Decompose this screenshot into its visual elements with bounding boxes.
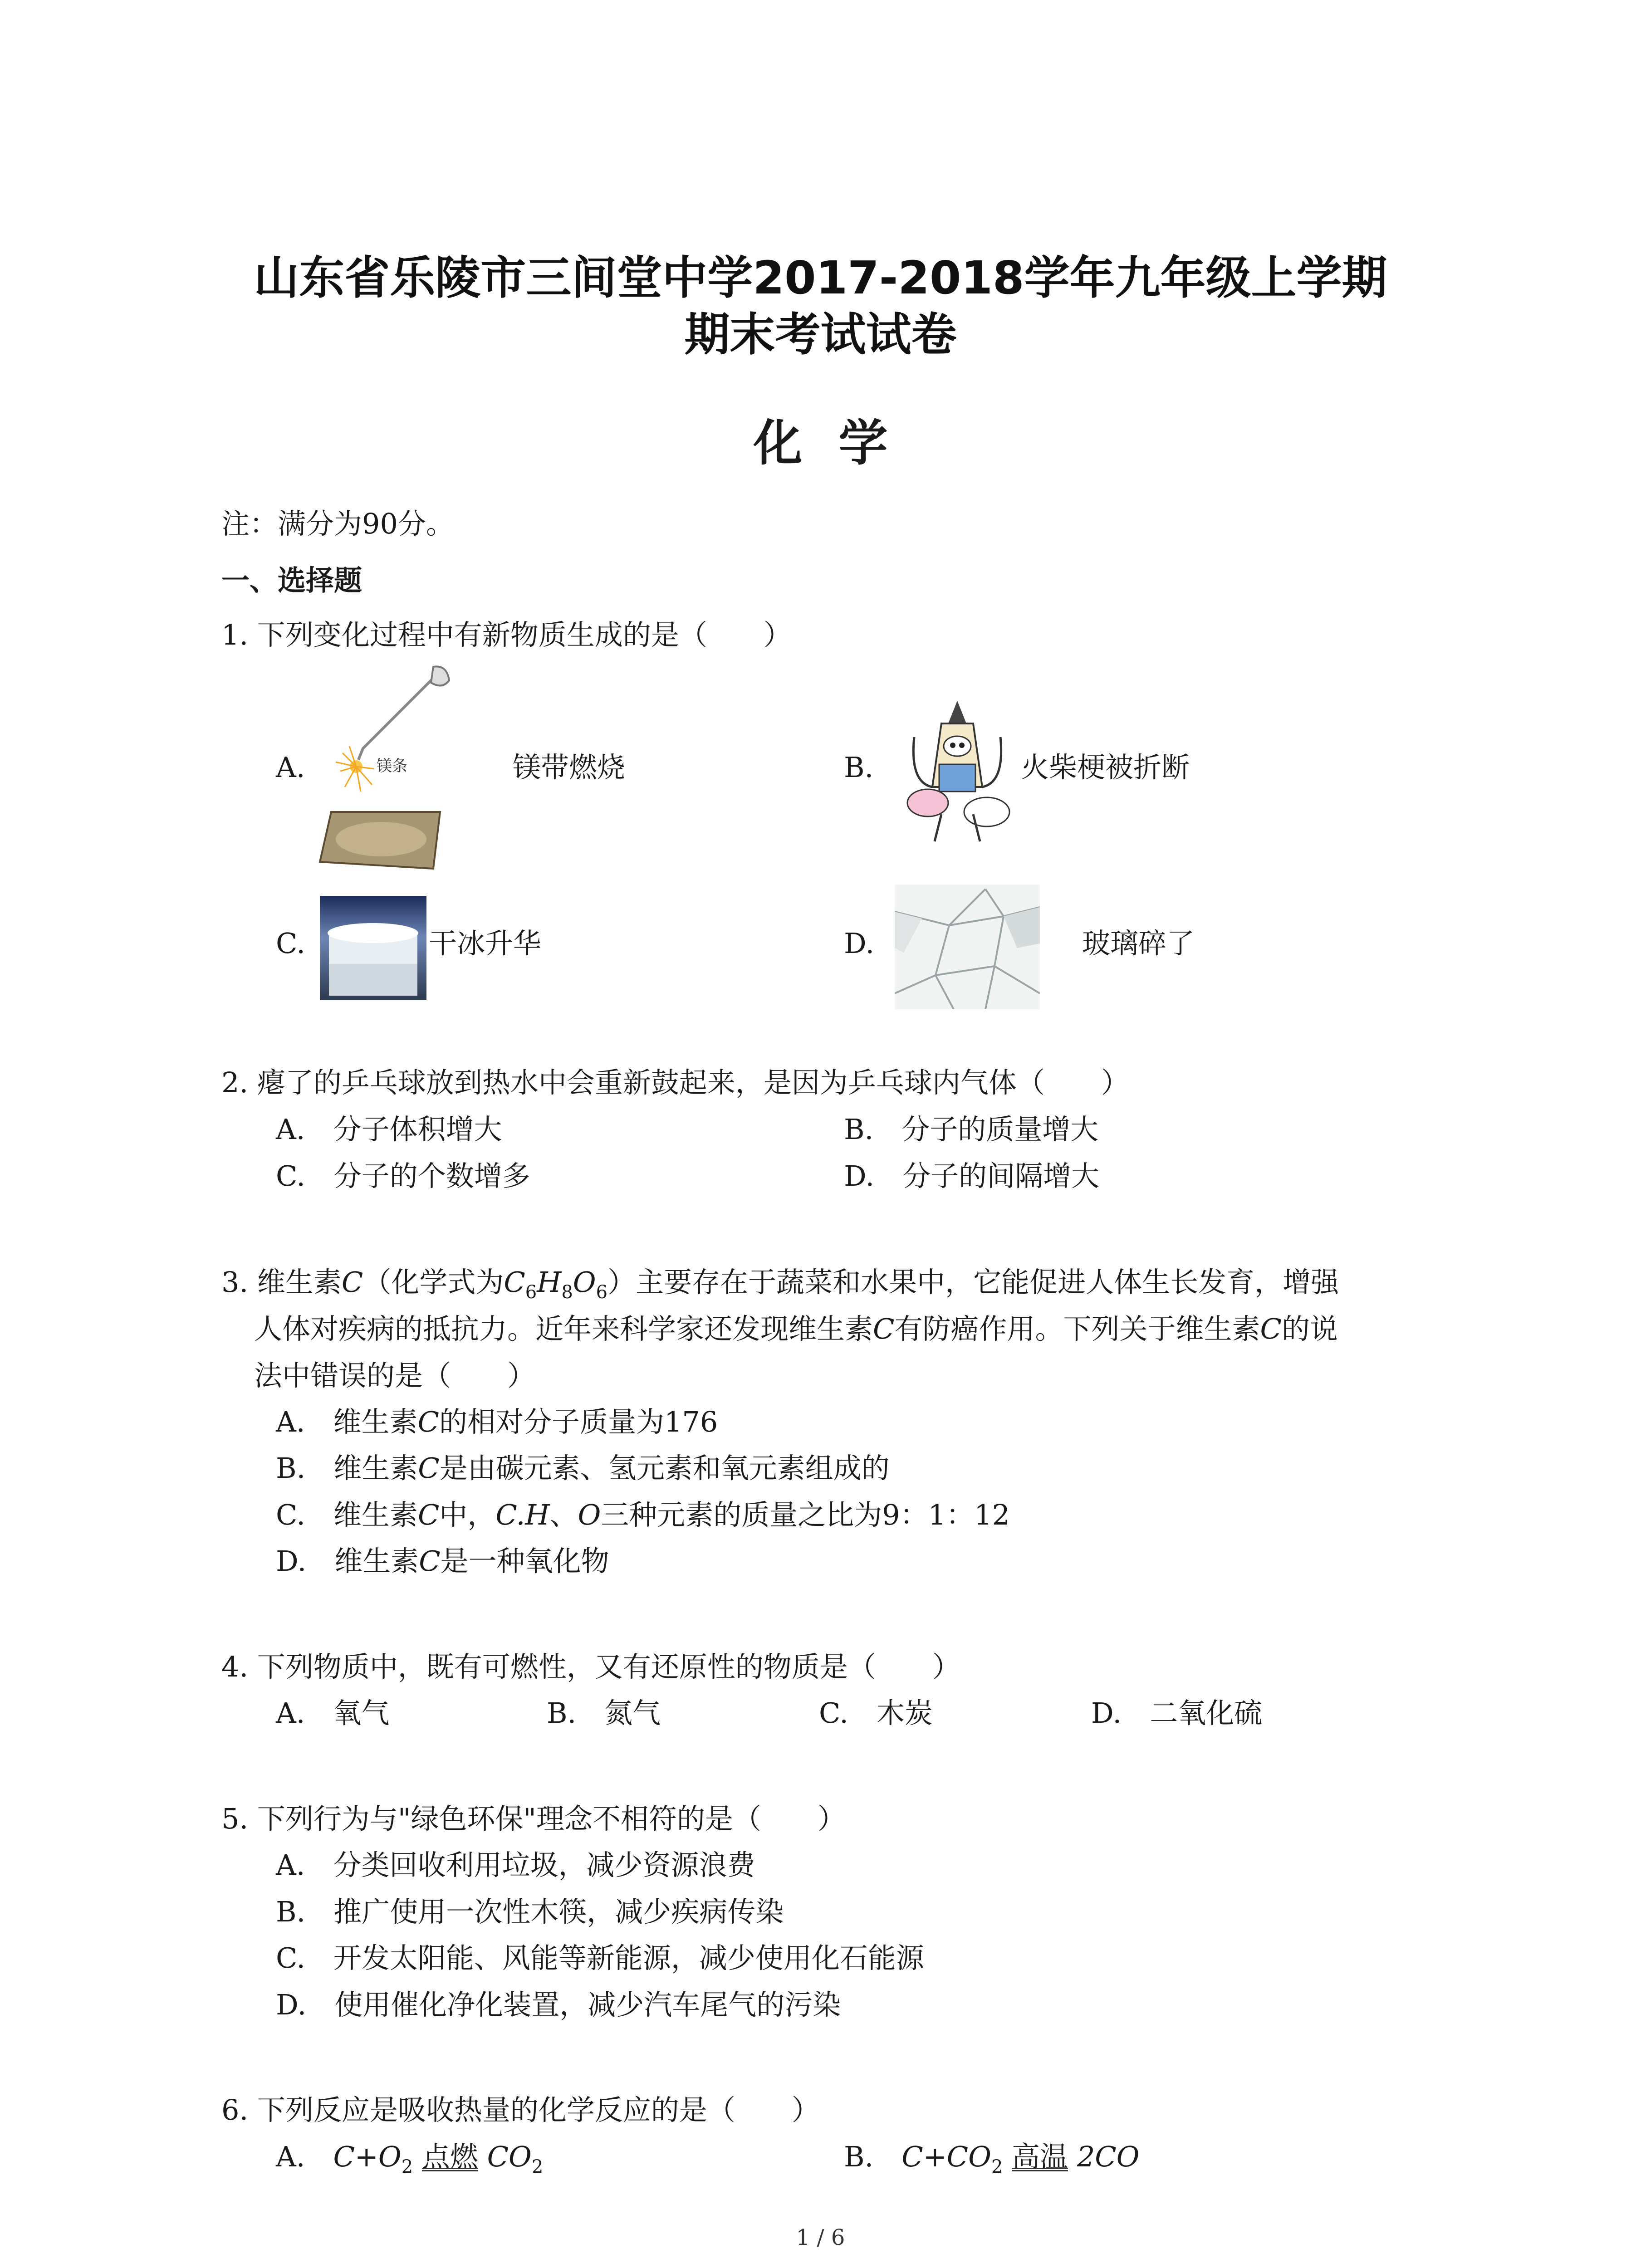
q1-option-b-letter: B. bbox=[844, 751, 874, 784]
q3-line2-c: 的说 bbox=[1281, 1312, 1338, 1345]
q3-paren-open: （化学式为 bbox=[363, 1266, 504, 1299]
magnesium-burning-image bbox=[318, 662, 454, 875]
q3-formula-c-sub: 6 bbox=[525, 1282, 537, 1303]
q3-d-pre: D. 维生素 bbox=[276, 1545, 419, 1578]
q3-b-var: C bbox=[418, 1452, 440, 1485]
q5-option-b: B. 推广使用一次性木筷，减少疾病传染 bbox=[276, 1895, 784, 1928]
q1-option-d-text: 玻璃碎了 bbox=[1082, 927, 1195, 960]
q6-b-condition: 高温 bbox=[1012, 2139, 1068, 2175]
q1-option-a-text: 镁带燃烧 bbox=[513, 751, 626, 784]
q6-b-lhs-sub: 2 bbox=[991, 2156, 1003, 2177]
q3-formula-h: H bbox=[537, 1266, 562, 1299]
q3-a-var: C bbox=[417, 1405, 439, 1438]
q3-stem-line2 bbox=[254, 1311, 1338, 1347]
q6-a-rhs: CO bbox=[487, 2140, 532, 2173]
q3-formula-h-sub: 8 bbox=[561, 1282, 573, 1303]
q3-c-post: 三种元素的质量之比为9：1：12 bbox=[601, 1498, 1010, 1531]
q6-a-lhs-sub: 2 bbox=[401, 2156, 413, 2177]
q4-option-b: B. 氮气 bbox=[547, 1696, 661, 1730]
q4-option-c: C. 木炭 bbox=[819, 1696, 933, 1730]
dry-ice-image bbox=[320, 896, 426, 1000]
q2-option-d: D. 分子的间隔增大 bbox=[844, 1159, 1100, 1193]
q3-stem-line1 bbox=[221, 1264, 1339, 1310]
page-number: 1 / 6 bbox=[796, 2225, 845, 2250]
q3-d-post: 是一种氧化物 bbox=[440, 1545, 609, 1578]
q3-option-b bbox=[276, 1450, 890, 1486]
q1-option-a-letter: A. bbox=[276, 751, 305, 784]
subject-title: 化学 bbox=[753, 415, 924, 472]
exam-title-line2: 期末考试试卷 bbox=[684, 308, 957, 361]
q2-option-b: B. 分子的质量增大 bbox=[844, 1113, 1099, 1146]
q6-a-condition: 点燃 bbox=[422, 2139, 478, 2175]
q3-num: 3. 维生素 bbox=[221, 1266, 342, 1299]
q3-formula-o: O bbox=[573, 1266, 596, 1299]
q4-stem: 4. 下列物质中，既有可燃性，又有还原性的物质是（ ） bbox=[221, 1650, 960, 1683]
q6-b-letter: B. bbox=[844, 2140, 902, 2173]
q5-option-a: A. 分类回收利用垃圾，减少资源浪费 bbox=[276, 1848, 755, 1882]
q6-option-a bbox=[276, 2139, 543, 2185]
q6-option-b bbox=[844, 2139, 1140, 2185]
q6-a-rhs-sub: 2 bbox=[531, 2156, 544, 2177]
q4-option-a: A. 氧气 bbox=[276, 1696, 390, 1730]
q3-c-elems: C.H bbox=[495, 1498, 550, 1531]
section-heading: 一、选择题 bbox=[221, 564, 362, 597]
q1-option-d-letter: D. bbox=[844, 927, 875, 960]
q3-c-o: O bbox=[578, 1498, 601, 1531]
q3-line2-var1: C bbox=[873, 1312, 895, 1345]
q3-stem-line3: 法中错误的是（ ） bbox=[254, 1359, 536, 1392]
q5-option-c: C. 开发太阳能、风能等新能源，减少使用化石能源 bbox=[276, 1941, 924, 1975]
q3-c-sep: 、 bbox=[549, 1498, 578, 1531]
q3-b-post: 是由碳元素、氢元素和氧元素组成的 bbox=[439, 1452, 890, 1485]
q3-line2-a: 人体对疾病的抵抗力。近年来科学家还发现维生素 bbox=[254, 1312, 873, 1345]
q3-rest1: ）主要存在于蔬菜和水果中，它能促进人体生长发育，增强 bbox=[607, 1266, 1339, 1299]
q6-b-lhs: C+CO bbox=[901, 2140, 991, 2173]
broken-glass-image bbox=[895, 885, 1040, 1009]
q3-option-a bbox=[276, 1404, 718, 1440]
q1-option-c-letter: C. bbox=[276, 927, 305, 960]
q1-option-b-text: 火柴梗被折断 bbox=[1021, 751, 1190, 784]
q5-option-d: D. 使用催化净化装置，减少汽车尾气的污染 bbox=[276, 1988, 841, 2021]
q3-option-d bbox=[276, 1543, 609, 1579]
q3-c-var: C bbox=[417, 1498, 440, 1531]
q1-option-c-text: 干冰升华 bbox=[429, 927, 542, 960]
q3-line2-var2: C bbox=[1260, 1312, 1282, 1345]
q3-vitamin-var: C bbox=[341, 1266, 363, 1299]
q4-option-d: D. 二氧化硫 bbox=[1091, 1696, 1263, 1730]
q6-a-lhs: C+O bbox=[333, 2140, 402, 2173]
q3-line2-b: 有防癌作用。下列关于维生素 bbox=[894, 1312, 1260, 1345]
q3-c-pre: C. 维生素 bbox=[276, 1498, 418, 1531]
q6-stem: 6. 下列反应是吸收热量的化学反应的是（ ） bbox=[221, 2093, 820, 2126]
q2-option-a: A. 分子体积增大 bbox=[276, 1113, 502, 1146]
q6-b-rhs: 2CO bbox=[1077, 2140, 1140, 2173]
matchstick-cartoon-image bbox=[896, 696, 1019, 846]
q3-b-pre: B. 维生素 bbox=[276, 1452, 418, 1485]
q3-a-post: 的相对分子质量为176 bbox=[439, 1405, 718, 1438]
q6-a-letter: A. bbox=[276, 2140, 333, 2173]
q3-c-mid: 中， bbox=[439, 1498, 496, 1531]
q5-stem: 5. 下列行为与"绿色环保"理念不相符的是（ ） bbox=[221, 1802, 846, 1835]
q3-d-var: C bbox=[419, 1545, 441, 1578]
q1-stem: 1. 下列变化过程中有新物质生成的是（ ） bbox=[221, 618, 792, 651]
magnesium-label: 镁条 bbox=[377, 757, 407, 775]
q2-option-c: C. 分子的个数增多 bbox=[276, 1159, 530, 1193]
q3-a-pre: A. 维生素 bbox=[276, 1405, 418, 1438]
q3-option-c bbox=[276, 1497, 1010, 1533]
q3-formula-c: C bbox=[504, 1266, 525, 1299]
score-note: 注：满分为90分。 bbox=[221, 507, 454, 540]
exam-title-line1: 山东省乐陵市三间堂中学2017-2018学年九年级上学期 bbox=[254, 251, 1387, 304]
q3-formula-o-sub: 6 bbox=[596, 1282, 608, 1303]
q2-stem: 2. 瘪了的乒乓球放到热水中会重新鼓起来，是因为乒乓球内气体（ ） bbox=[221, 1066, 1129, 1099]
